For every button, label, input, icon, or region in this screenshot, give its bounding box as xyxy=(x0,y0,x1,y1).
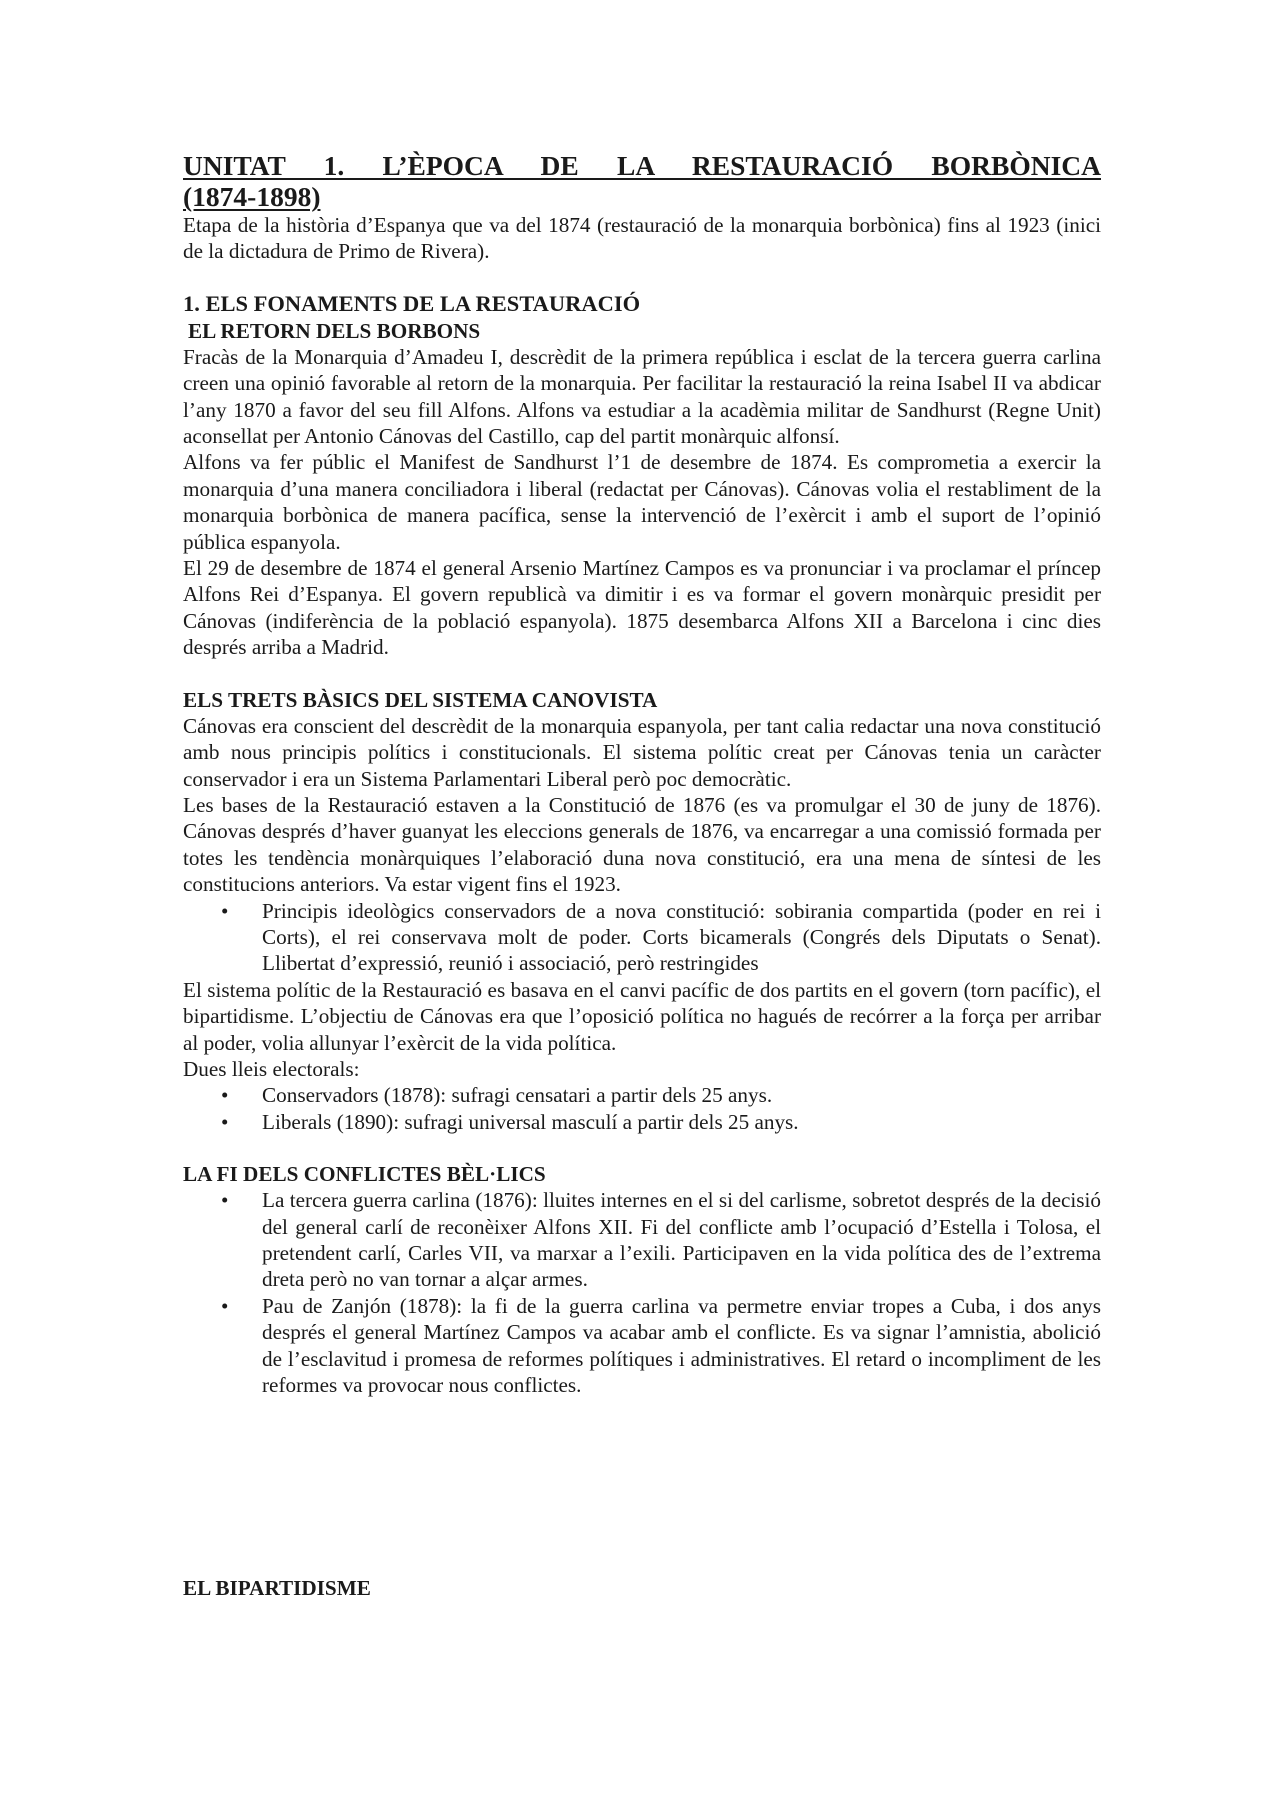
spacer xyxy=(183,1135,1101,1161)
list-item-text: La tercera guerra carlina (1876): lluites internes en el si del carlisme, sobretot després de la decisió del general carlí de reconèixer Alfons XII. Fi del conflicte amb l’ocupació d’Estella i Tolosa, el pretendent carlí, Carles VII, va marxar a l’exili. Participaven en la vida política des de l’extrema dreta però no van tornar a alçar armes. xyxy=(262,1188,1101,1292)
title-line-2: (1874-1898) xyxy=(183,181,321,212)
list-item xyxy=(183,1109,1101,1135)
list-item xyxy=(183,898,1101,977)
paragraph: Cánovas era conscient del descrèdit de la monarquia espanyola, per tant calia redactar una nova constitució amb nous principis polítics i constitucionals. El sistema polític creat per Cánovas tenia un caràcter conservador i era un Sistema Parlamentari Liberal però poc democràtic. xyxy=(183,713,1101,791)
paragraph: Fracàs de la Monarquia d’Amadeu I, descrèdit de la primera república i esclat de la tercera guerra carlina creen una opinió favorable al retorn de la monarquia. Per facilitar la restauració la reina Isabel II va abdicar l’any 1870 a favor del seu fill Alfons. Alfons va estudiar a la acadèmia militar de Sandhurst (Regne Unit) aconsellat per Antonio Cánovas del Castillo, cap del partit monàrquic alfonsí. xyxy=(183,344,1101,449)
subsection-retorn-heading: EL RETORN DELS BORBONS xyxy=(188,318,481,343)
paragraph: Les bases de la Restauració estaven a la Constitució de 1876 (es va promulgar el 30 de juny de 1876). Cánovas després d’haver guanyat les eleccions generals de 1876, va encarregar a una comissió formada per totes les tendència monàrquiques l’elaboració duna nova constitució, era una mena de síntesi de les constitucions anteriors. Va estar vigent fins el 1923. xyxy=(183,792,1101,897)
bullet-list xyxy=(183,1187,1101,1398)
list-item xyxy=(183,1187,1101,1293)
intro-paragraph: Etapa de la història d’Espanya que va del 1874 (restauració de la monarquia borbònica) fins al 1923 (inici de la dictadura de Primo de Rivera). xyxy=(183,213,1101,264)
list-item xyxy=(183,1293,1101,1399)
list-item-text: Liberals (1890): sufragi universal masculí a partir dels 25 anys. xyxy=(262,1109,799,1134)
bullet-icon: • xyxy=(221,1293,229,1318)
bullet-list xyxy=(183,898,1101,977)
title-line-1: UNITAT 1. L’ÈPOCA DE LA RESTAURACIÓ BORBÒNICA xyxy=(183,150,1101,181)
list-item-text: Pau de Zanjón (1878): la fi de la guerra carlina va permetre enviar tropes a Cuba, i dos anys després el general Martínez Campos va acabar amb el conflicte. Es va signar l’amnistia, abolició de l’esclavitud i promesa de reformes polítiques i administratives. El retard o incompliment de les reformes va provocar nous conflictes. xyxy=(262,1293,1101,1398)
subsection-conflictes-heading: LA FI DELS CONFLICTES BÈL·LICS xyxy=(183,1162,546,1187)
document-title xyxy=(183,150,1101,212)
subsection-bipartidisme-heading: EL BIPARTIDISME xyxy=(183,1576,371,1600)
paragraph: Dues lleis electorals: xyxy=(183,1056,360,1081)
list-item-text: Conservadors (1878): sufragi censatari a partir dels 25 anys. xyxy=(262,1083,773,1108)
paragraph: Alfons va fer públic el Manifest de Sandhurst l’1 de desembre de 1874. Es comprometia a exercir la monarquia d’una manera conciliadora i liberal (redactat per Cánovas). Cánovas volia el restabliment de la monarquia borbònica de manera pacífica, sense la intervenció de l’exèrcit i amb el suport de l’opinió pública espanyola. xyxy=(183,450,1101,554)
document-page xyxy=(183,150,1101,1398)
paragraph: El 29 de desembre de 1874 el general Arsenio Martínez Campos es va pronunciar i va proclamar el príncep Alfons Rei d’Espanya. El govern republicà va dimitir i es va formar el govern monàrquic presidit per Cánovas (indiferència de la població espanyola). 1875 desembarca Alfons XII a Barcelona i cinc dies després arriba a Madrid. xyxy=(183,556,1101,660)
paragraph: El sistema polític de la Restauració es basava en el canvi pacífic de dos partits en el govern (torn pacífic), el bipartidisme. L’objectiu de Cánovas era que l’oposició política no hagués de recórrer a la força per arribar al poder, volia allunyar l’exèrcit de la vida política. xyxy=(183,977,1101,1055)
bullet-list xyxy=(183,1082,1101,1135)
bullet-icon: • xyxy=(221,1188,229,1213)
list-item xyxy=(183,1082,1101,1108)
section-1-heading: 1. ELS FONAMENTS DE LA RESTAURACIÓ xyxy=(183,290,641,316)
bullet-icon: • xyxy=(221,1083,229,1108)
bullet-icon: • xyxy=(221,1109,229,1134)
subsection-trets-heading: ELS TRETS BÀSICS DEL SISTEMA CANOVISTA xyxy=(183,687,658,712)
spacer xyxy=(183,661,1101,687)
bullet-icon: • xyxy=(221,898,229,923)
list-item-text: Principis ideològics conservadors de a nova constitució: sobirania compartida (poder en rei i Corts), el rei conservava molt de poder. Corts bicamerals (Congrés dels Diputats o Senat). Llibertat d’expressió, reunió i associació, però restringides xyxy=(262,898,1101,976)
